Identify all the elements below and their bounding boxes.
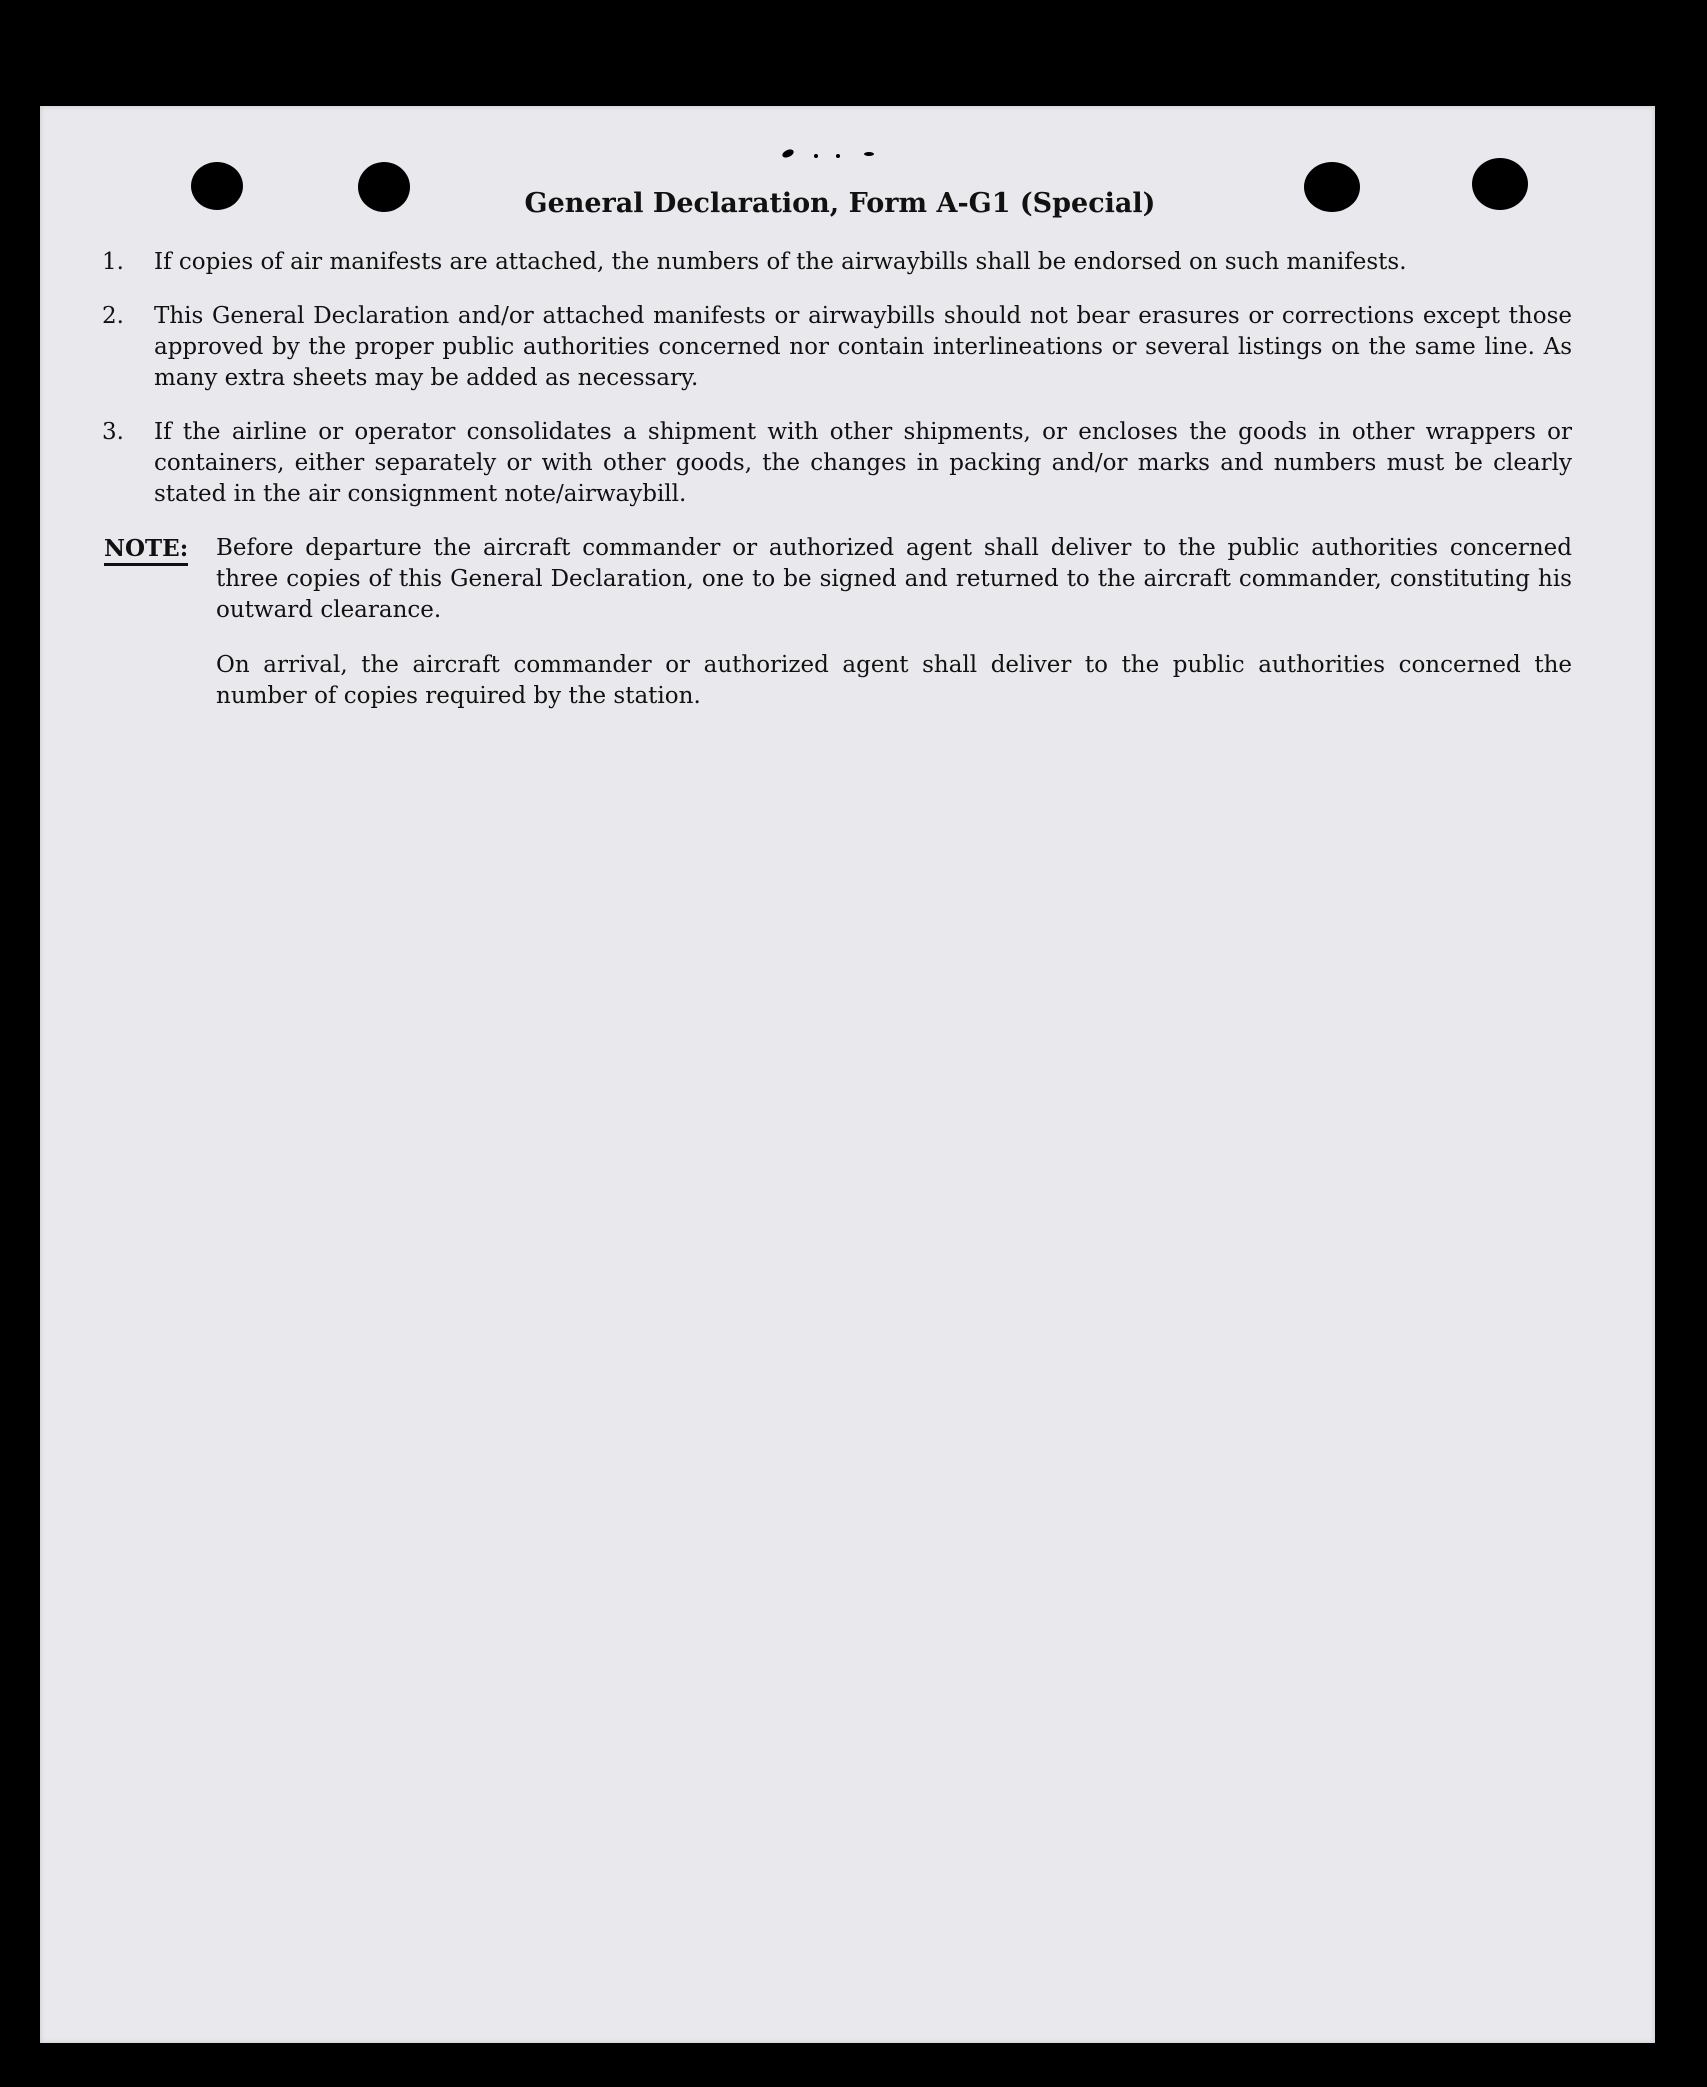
note-paragraph: On arrival, the aircraft commander or authorized agent shall deliver to the public authorities concerned the number of copies required by the station. <box>216 652 1572 709</box>
list-item <box>100 301 1572 394</box>
item-text: If copies of air manifests are attached, the numbers of the airwaybills shall be endorsed on such manifests. <box>154 249 1407 275</box>
ink-speck <box>836 154 840 158</box>
item-text: This General Declaration and/or attached manifests or airwaybills should not bear erasures or corrections except those approved by the proper public authorities concerned nor contain interlineations or several listings on the same line. As many extra sheets may be added as necessary. <box>154 303 1572 391</box>
note-label-text: NOTE: <box>104 535 188 566</box>
note-label <box>100 533 216 736</box>
ink-speck <box>781 148 795 159</box>
document-content <box>100 188 1572 736</box>
list-item <box>100 417 1572 510</box>
list-item <box>100 247 1572 278</box>
note-body <box>216 533 1572 736</box>
item-text: If the airline or operator consolidates a shipment with other shipments, or encloses the goods in other wrappers or containers, either separately or with other goods, the changes in packing and/or marks and numbers must be clearly stated in the air consignment note/airwaybill. <box>154 419 1572 507</box>
item-number: 1. <box>102 249 124 275</box>
document-title: General Declaration, Form A-G1 (Special) <box>524 188 1156 219</box>
note-paragraph: Before departure the aircraft commander or authorized agent shall deliver to the public authorities concerned three copies of this General Declaration, one to be signed and returned to the aircraft commander, constituting his outward clearance. <box>216 535 1572 623</box>
ink-speck <box>864 152 874 156</box>
item-number: 3. <box>102 419 124 445</box>
ink-speck <box>814 154 818 158</box>
item-number: 2. <box>102 303 124 329</box>
note-section <box>100 533 1572 736</box>
